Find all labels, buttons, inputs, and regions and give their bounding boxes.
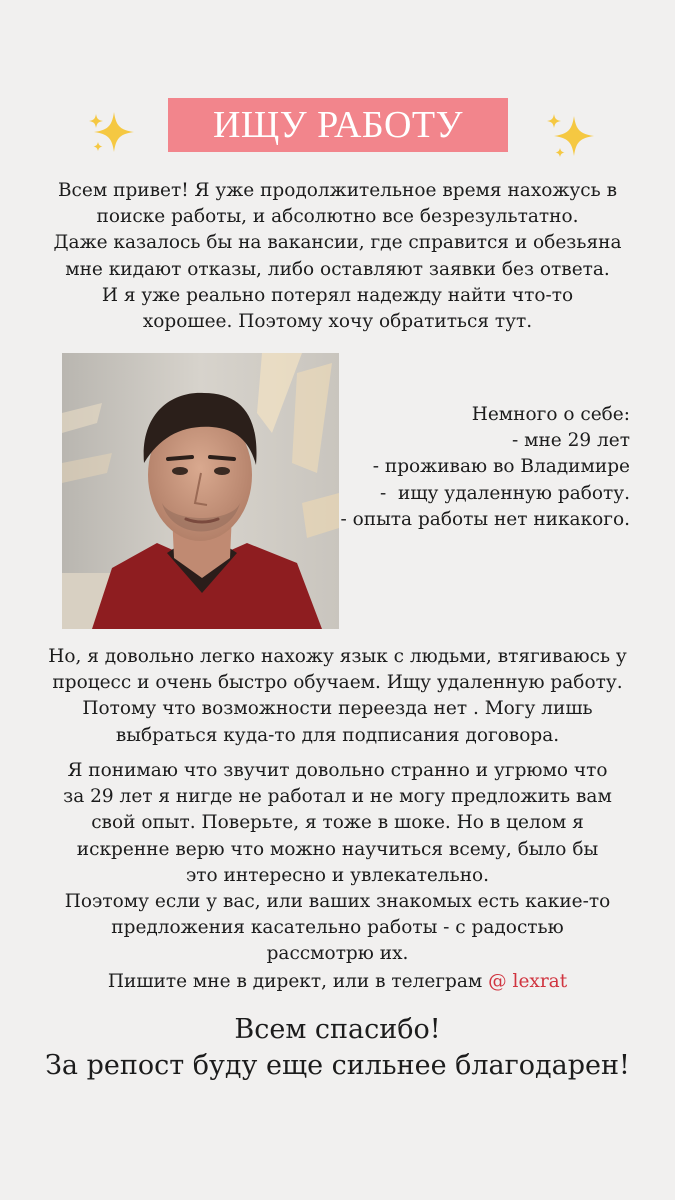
about-item: - проживаю во Владимире: [372, 456, 630, 478]
about-heading: Немного о себе:: [471, 404, 630, 425]
about-section: [300, 402, 630, 533]
page-title: ИЩУ РАБОТУ: [212, 104, 463, 146]
about-item: - ищу удаленную работу.: [380, 482, 630, 504]
sparkles-icon: [542, 108, 602, 168]
intro-text: Всем привет! Я уже продолжительное время нахожусь в поиске работы, и абсолютно все безрезультатно. Даже казалось бы на вакансии, где справится и обезьяна мне кидают отказы, либо оставляют заявки без ответа. И я уже реально потерял надежду найти что-то хорошее. Поэтому хочу обратиться тут.: [53, 180, 622, 333]
title-banner: [168, 98, 508, 152]
about-item: - мне 29 лет: [511, 430, 630, 452]
experience-paragraph: Я понимаю что звучит довольно странно и угрюмо что за 29 лет я нигде не работал и не могу предложить вам свой опыт. Поверьте, я тоже в шоке. Но в целом я искренне верю что можно научиться всему, было бы это интересно и увлекательно. Поэтому если у вас, или ваших знакомых есть какие-то предложения касательно работы - с радостью рассмотрю их.: [63, 760, 612, 965]
contact-text: Пишите мне в директ, или в телеграм: [107, 971, 489, 992]
contact-line: [30, 969, 645, 995]
skills-paragraph: Но, я довольно легко нахожу язык с людьми, втягиваюсь у процесс и очень быстро обучаем. Ищу удаленную работу. Потому что возможности переезда нет . Могу лишь выбраться куда-то для подписания договора.: [48, 646, 627, 746]
about-item: - опыта работы нет никакого.: [340, 508, 630, 530]
sparkles-icon: [84, 104, 144, 164]
profile-photo: [62, 353, 339, 629]
telegram-handle-link[interactable]: @ lexrat: [488, 971, 568, 992]
thanks-text: Всем спасибо! За репост буду еще сильнее благодарен!: [45, 1014, 630, 1081]
